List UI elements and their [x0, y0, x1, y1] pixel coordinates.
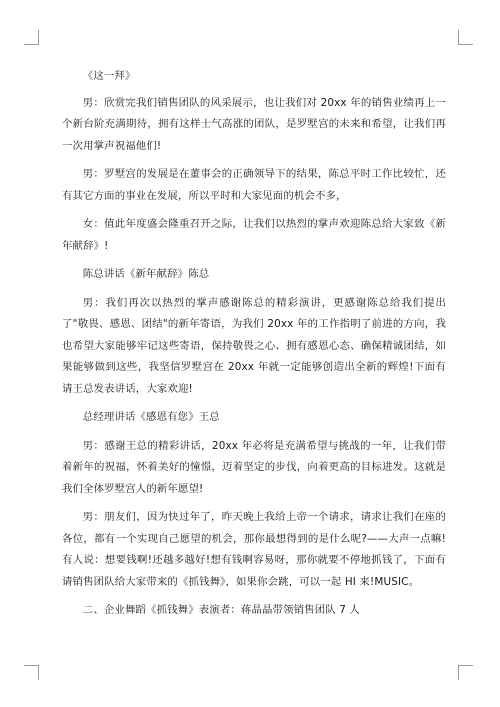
paragraph-friends-wish: 男：朋友们，因为快过年了，昨天晚上我给上帝一个请求，请求让我们在座的各位，都有一个实现自己愿望的机会，那你最想得到的是什么呢?——大声一点嘛!有人说：想要钱啊!还越多越好!想有钱啊容易呀，那你就要不停地抓钱了，下面有请销售团队给大家带来的《抓钱舞》，如果你会跳，可以一起 HI 来!MUSIC。 [62, 511, 446, 588]
crop-mark-bottom-left [24, 665, 39, 680]
heading-dance-performance: 二、企业舞蹈《抓钱舞》表演者：蒋晶晶带领销售团队 7 人 [82, 604, 360, 616]
paragraph-sales-team-praise: 男：欣赏完我们销售团队的风采展示，也让我们对 20xx 年的销售业绩再上一个新台阶充满期待，拥有这样士气高涨的团队，是罗墅宫的未来和希望，让我们再一次用掌声祝福他们! [62, 96, 446, 152]
paragraph-thanks-chen: 男：我们再次以热烈的掌声感谢陈总的精彩演讲，更感谢陈总给我们提出了"敬畏、感恩、团结"的新年寄语，为我们 20xx 年的工作指明了前进的方向，我也希望大家能够牢记这些寄语，保持敬畏之心、拥有感恩心态、确保精诚团结，如果能够做到这些，我坚信罗墅宫在 20xx 年就一定能够创造出全新的辉煌!下面有请王总发表讲话，大家欢迎! [62, 296, 446, 395]
crop-mark-top-right [458, 30, 473, 45]
paragraph-board-leadership: 男：罗墅宫的发展是在董事会的正确领导下的结果，陈总平时工作比较忙，还有其它方面的事业在发展，所以平时和大家见面的机会不多， [62, 168, 446, 202]
paragraph-welcome-chen: 女：值此年度盛会隆重召开之际，让我们以热烈的掌声欢迎陈总给大家致《新年献辞》! [62, 218, 446, 252]
document-body [62, 66, 446, 629]
heading-chen-speech: 陈总讲话《新年献辞》陈总 [82, 268, 210, 280]
crop-mark-bottom-right [458, 665, 473, 680]
crop-mark-top-left [24, 30, 39, 45]
paragraph-thanks-wang: 男：感谢王总的精彩讲话，20xx 年必将是充满希望与挑战的一年，让我们带着新年的祝福，怀着美好的憧憬，迈着坚定的步伐，向着更高的目标进发。这就是我们全体罗墅宫人的新年愿望! [62, 439, 446, 495]
heading-gm-speech: 总经理讲话《感恩有您》王总 [82, 411, 220, 423]
section-title-this-bow: 《这一拜》 [82, 70, 136, 82]
